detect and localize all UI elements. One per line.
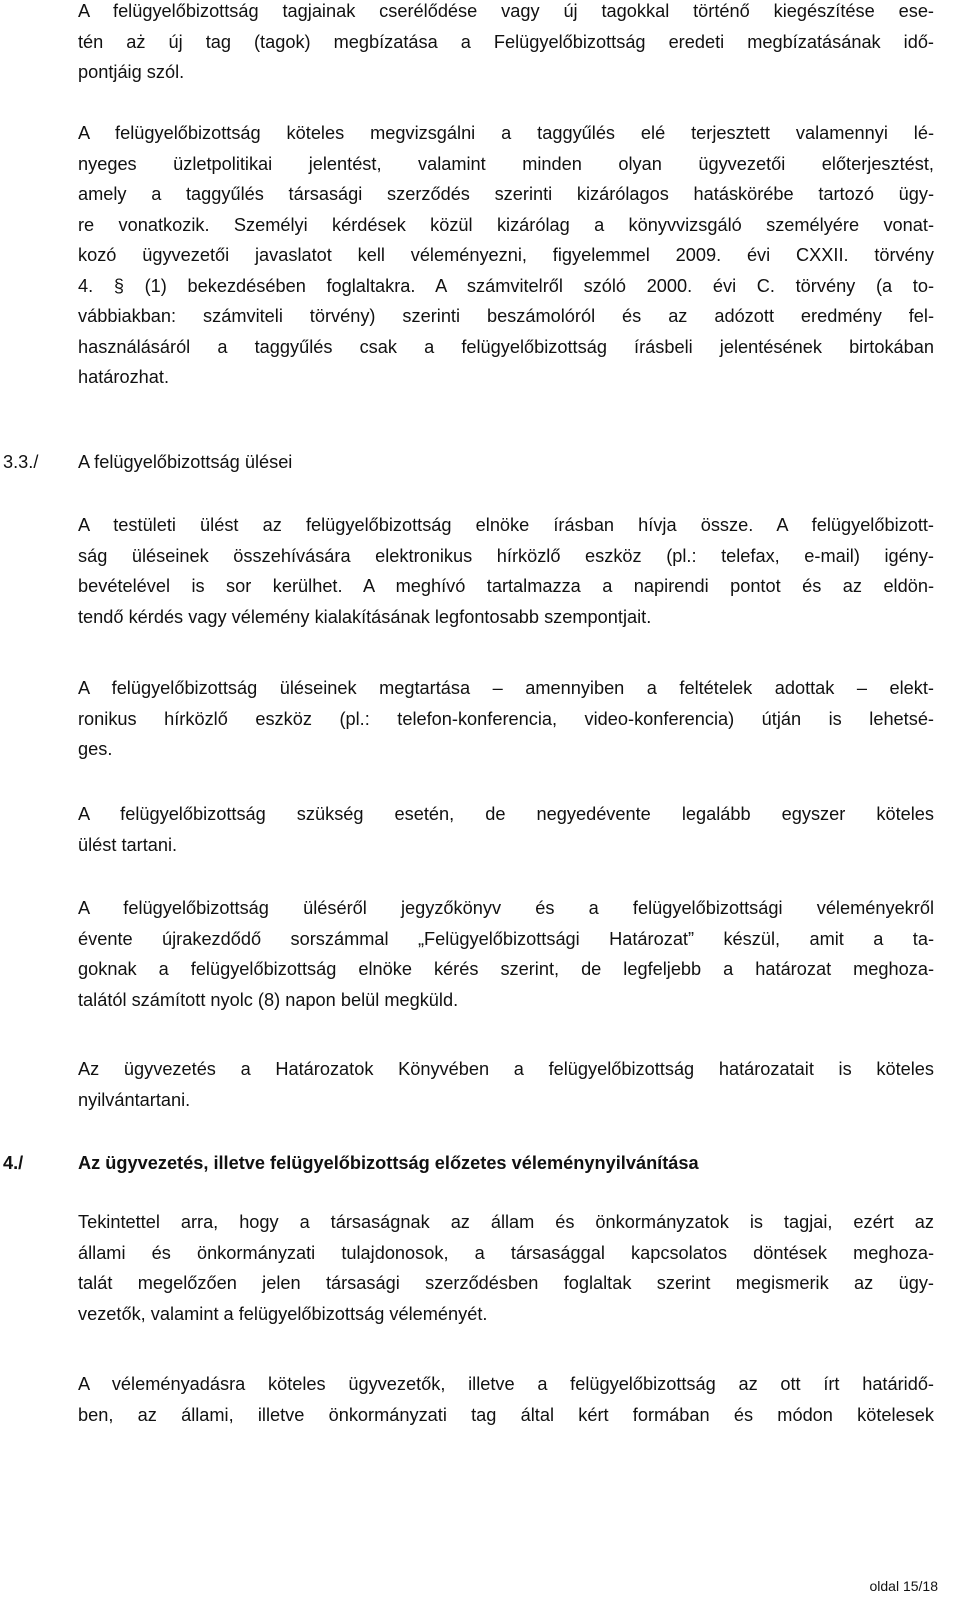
paragraph-state-owners [78, 1207, 934, 1329]
text-line: Az ügyvezetés a Határozatok Könyvében a felügyelőbizottság határozatait is köteles [78, 1059, 934, 1079]
text-line: amely a taggyűlés társasági szerződés szerinti kizárólagos hatáskörébe tartozó ügy- [78, 184, 934, 204]
paragraph-minutes-resolutions [78, 893, 934, 1015]
text-line: ronikus hírközlő eszköz (pl.: telefon-konferencia, video-konferencia) útján is lehetsé- [78, 708, 934, 729]
text-line: talát megelőzően jelen társasági szerződésben foglaltak szerint megismerik az ügy- [78, 1273, 934, 1293]
paragraph-meeting-convening [78, 510, 934, 632]
section-title: A felügyelőbizottság ülései [78, 452, 293, 472]
text-line: vábbiakban: számviteli törvény) szerinti beszámolóról és az adózott eredmény fel- [78, 306, 934, 326]
text-line: ság üléseinek összehívására elektronikus hírközlő eszköz (pl.: telefax, e-mail) igény- [78, 545, 934, 566]
text-line: A felügyelőbizottság tagjainak cserélődése vagy új tagokkal történő kiegészítése ese- [78, 1, 934, 21]
text-line: nyilvántartani. [78, 1089, 191, 1110]
section-number: 3.3./ [3, 452, 39, 472]
text-line: határozhat. [78, 367, 169, 387]
section-title: Az ügyvezetés, illetve felügyelőbizottság előzetes véleménynyilvánítása [78, 1153, 699, 1173]
text-line: A felügyelőbizottság üléseinek megtartása – amennyiben a feltételek adottak – elekt- [78, 678, 934, 698]
text-line: bevételével is sor kerülhet. A meghívó tartalmazza a napirendi pontot és az eldön- [78, 576, 934, 596]
text-line: A véleményadásra köteles ügyvezetők, illetve a felügyelőbizottság az ott írt határidő- [78, 1374, 934, 1394]
text-line: A testületi ülést az felügyelőbizottság elnöke írásban hívja össze. A felügyelőbizott- [78, 515, 934, 535]
text-line: goknak a felügyelőbizottság elnöke kérés szerint, de legfeljebb a határozat meghoza- [78, 959, 934, 979]
text-line: pontjáig szól. [78, 62, 185, 82]
text-line: vezetők, valamint a felügyelőbizottság véleményét. [78, 1303, 488, 1324]
paragraph-electronic-meetings [78, 673, 934, 765]
text-line: ülést tartani. [78, 834, 178, 855]
paragraph-resolution-book [78, 1054, 934, 1115]
page-number: oldal 15/18 [869, 1578, 938, 1594]
text-line: re vonatkozik. Személyi kérdések közül kizárólag a könyvvizsgáló személyére vonat- [78, 214, 934, 235]
paragraph-membership-change [78, 0, 934, 88]
text-line: évente újrakezdődő sorszámmal „Felügyelőbizottsági Határozat” készül, amit a ta- [78, 928, 934, 949]
text-line: ben, az állami, illetve önkormányzati tag által kért formában és módon kötelesek [78, 1404, 934, 1425]
text-line: tén aż új tag (tagok) megbízatása a Felügyelőbizottság eredeti megbízatásának idő- [78, 31, 934, 52]
text-line: Tekintettel arra, hogy a társaságnak az állam és önkormányzatok is tagjai, ezért az [78, 1212, 934, 1232]
text-line: 4. § (1) bekezdésében foglaltakra. A számvitelről szóló 2000. évi C. törvény (a to- [78, 275, 934, 296]
paragraph-board-review-duties [78, 118, 934, 393]
text-line: A felügyelőbizottság üléséről jegyzőkönyv és a felügyelőbizottsági véleményekről [78, 898, 934, 918]
text-line: ges. [78, 739, 113, 759]
text-line: talától számított nyolc (8) napon belül megküld. [78, 989, 459, 1010]
paragraph-opinion-obligation [78, 1369, 934, 1430]
text-line: A felügyelőbizottság szükség esetén, de negyedévente legalább egyszer köteles [78, 804, 934, 824]
text-line: kozó ügyvezetői javaslatot kell véleményezni, figyelemmel 2009. évi CXXII. törvény [78, 245, 934, 265]
paragraph-meeting-frequency [78, 799, 934, 860]
section-number: 4./ [3, 1153, 24, 1173]
text-line: használásáról a taggyűlés csak a felügyelőbizottság írásbeli jelentésének birtokában [78, 336, 934, 357]
text-line: állami és önkormányzati tulajdonosok, a társasággal kapcsolatos döntések meghoza- [78, 1242, 934, 1263]
text-line: nyeges üzletpolitikai jelentést, valamint minden olyan ügyvezetői előterjesztést, [78, 153, 934, 174]
text-line: A felügyelőbizottság köteles megvizsgálni a taggyűlés elé terjesztett valamennyi lé- [78, 123, 934, 143]
text-line: tendő kérdés vagy vélemény kialakításának legfontosabb szempontjait. [78, 606, 652, 627]
